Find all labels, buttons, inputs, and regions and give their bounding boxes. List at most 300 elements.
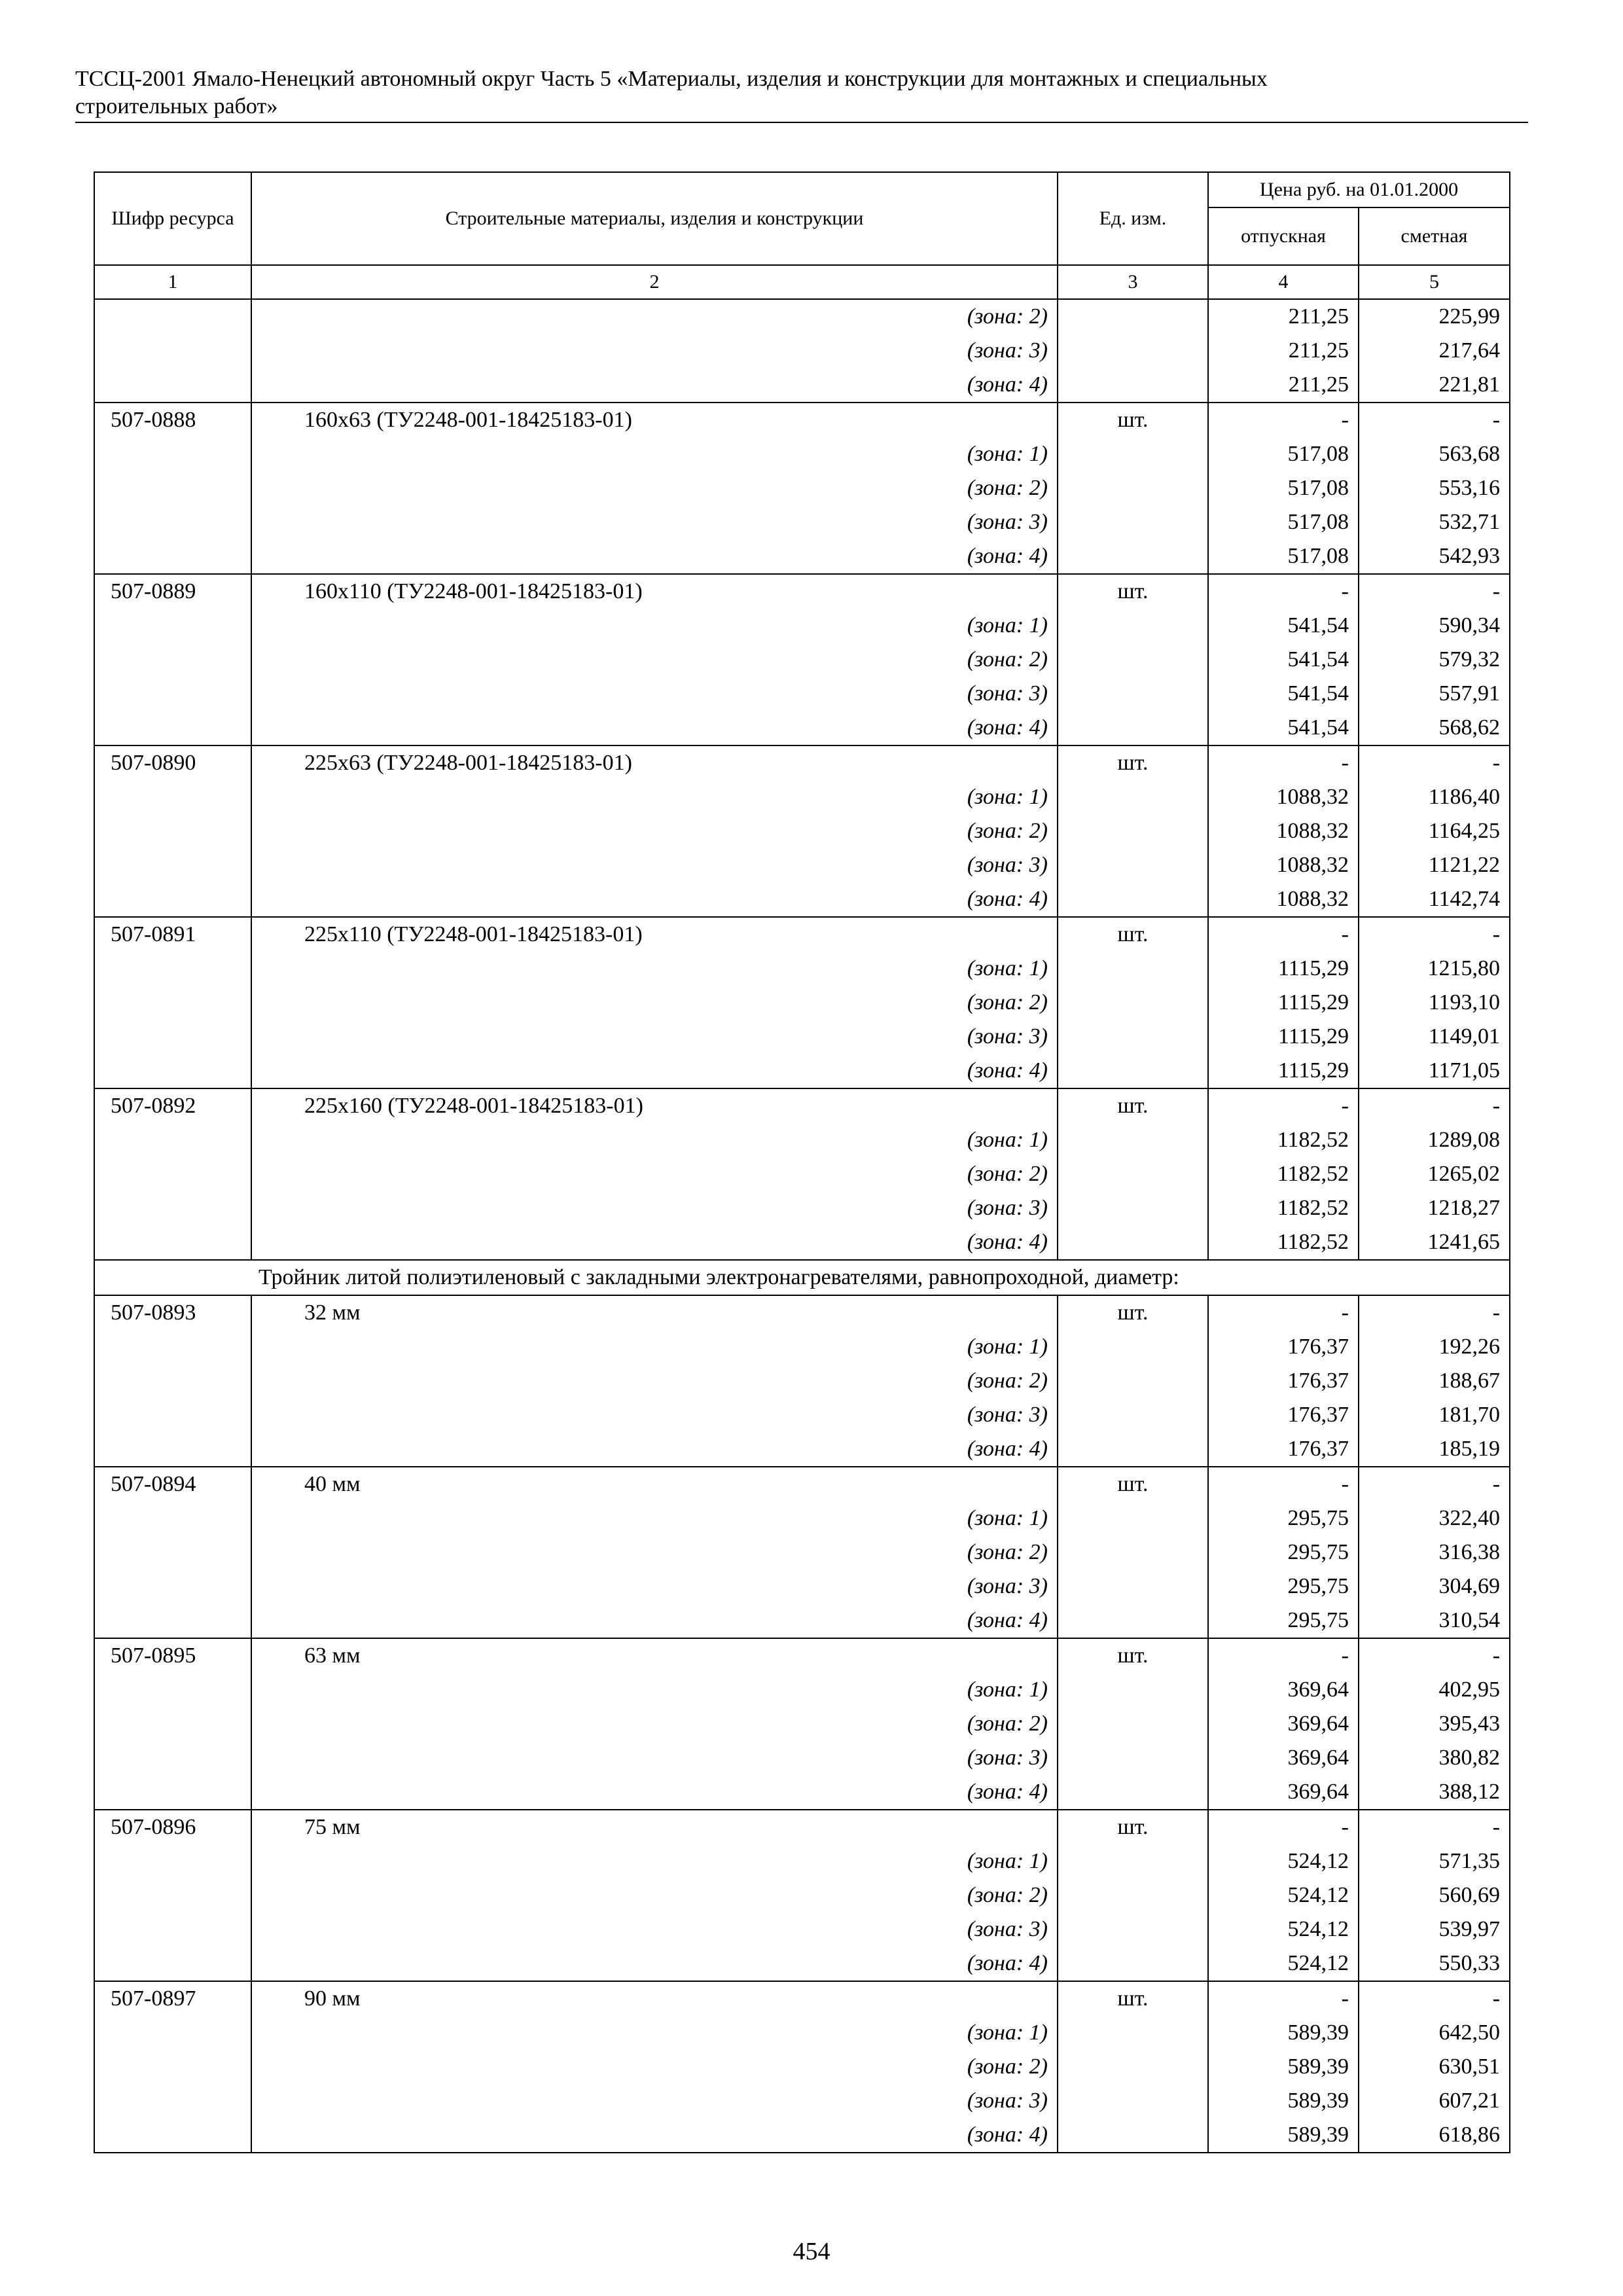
resource-name: 160х63 (ТУ2248-001-18425183-01)	[251, 403, 1058, 437]
estimate-price: -	[1359, 1810, 1510, 1844]
table-header	[94, 172, 1510, 299]
release-price: -	[1208, 917, 1359, 952]
resource-code-cell	[94, 1191, 251, 1225]
zone-row	[94, 1878, 1510, 1912]
zone-label: (зона: 1)	[251, 1844, 1058, 1878]
unit-cell	[1058, 677, 1208, 711]
zone-row	[94, 1123, 1510, 1157]
release-price: 541,54	[1208, 711, 1359, 745]
unit-cell	[1058, 505, 1208, 539]
estimate-price: 542,93	[1359, 539, 1510, 574]
zone-row	[94, 1570, 1510, 1604]
resource-code: 507-0895	[94, 1638, 251, 1673]
resource-code: 507-0893	[94, 1295, 251, 1330]
estimate-price: -	[1359, 574, 1510, 609]
estimate-price: 571,35	[1359, 1844, 1510, 1878]
unit-cell	[1058, 1501, 1208, 1535]
release-price: 295,75	[1208, 1501, 1359, 1535]
header-price-estimate: сметная	[1359, 207, 1510, 265]
column-number: 5	[1359, 265, 1510, 299]
estimate-price: 607,21	[1359, 2084, 1510, 2118]
zone-label: (зона: 1)	[251, 2016, 1058, 2050]
zone-label: (зона: 4)	[251, 1604, 1058, 1638]
zone-row	[94, 1330, 1510, 1364]
estimate-price: -	[1359, 917, 1510, 952]
zone-label: (зона: 4)	[251, 882, 1058, 917]
resource-unit: шт.	[1058, 1810, 1208, 1844]
zone-label: (зона: 4)	[251, 711, 1058, 745]
release-price: -	[1208, 1981, 1359, 2016]
estimate-price: 1171,05	[1359, 1054, 1510, 1088]
zone-row	[94, 1432, 1510, 1467]
zone-row	[94, 1673, 1510, 1707]
resource-code-cell	[94, 711, 251, 745]
release-price: -	[1208, 1467, 1359, 1501]
estimate-price: -	[1359, 1088, 1510, 1123]
unit-cell	[1058, 848, 1208, 882]
zone-row	[94, 609, 1510, 643]
resource-row	[94, 1810, 1510, 1844]
resource-code-cell	[94, 2016, 251, 2050]
zone-row	[94, 471, 1510, 505]
release-price: 295,75	[1208, 1535, 1359, 1570]
zone-label: (зона: 2)	[251, 986, 1058, 1020]
release-price: 524,12	[1208, 1946, 1359, 1981]
header-line-2: строительных работ»	[75, 94, 278, 118]
resource-code: 507-0888	[94, 403, 251, 437]
resource-code-cell	[94, 814, 251, 848]
unit-cell	[1058, 1157, 1208, 1191]
unit-cell	[1058, 1878, 1208, 1912]
unit-cell	[1058, 1775, 1208, 1810]
zone-label: (зона: 4)	[251, 2118, 1058, 2153]
zone-row	[94, 643, 1510, 677]
zone-label: (зона: 4)	[251, 1225, 1058, 1260]
resource-code-cell	[94, 1946, 251, 1981]
zone-label: (зона: 2)	[251, 643, 1058, 677]
release-price: -	[1208, 574, 1359, 609]
estimate-price: 553,16	[1359, 471, 1510, 505]
unit-cell	[1058, 1432, 1208, 1467]
zone-label: (зона: 2)	[251, 1364, 1058, 1398]
zone-label: (зона: 4)	[251, 1775, 1058, 1810]
unit-cell	[1058, 1330, 1208, 1364]
estimate-price: 1241,65	[1359, 1225, 1510, 1260]
resource-code-cell	[94, 1535, 251, 1570]
estimate-price: 225,99	[1359, 299, 1510, 334]
resource-code-cell	[94, 1432, 251, 1467]
resource-unit: шт.	[1058, 1981, 1208, 2016]
resource-row	[94, 745, 1510, 780]
unit-cell	[1058, 1570, 1208, 1604]
resource-code-cell	[94, 1020, 251, 1054]
zone-row	[94, 1191, 1510, 1225]
resource-code-cell	[94, 505, 251, 539]
unit-cell	[1058, 1054, 1208, 1088]
zone-row	[94, 814, 1510, 848]
unit-cell	[1058, 1912, 1208, 1946]
release-price: 1115,29	[1208, 1020, 1359, 1054]
release-price: 517,08	[1208, 437, 1359, 471]
resource-code-cell	[94, 1741, 251, 1775]
zone-label: (зона: 3)	[251, 1191, 1058, 1225]
estimate-price: 1218,27	[1359, 1191, 1510, 1225]
release-price: 369,64	[1208, 1673, 1359, 1707]
release-price: 1115,29	[1208, 1054, 1359, 1088]
estimate-price: 550,33	[1359, 1946, 1510, 1981]
resource-name: 160х110 (ТУ2248-001-18425183-01)	[251, 574, 1058, 609]
release-price: 589,39	[1208, 2016, 1359, 2050]
release-price: 517,08	[1208, 471, 1359, 505]
release-price: 295,75	[1208, 1604, 1359, 1638]
estimate-price: 1289,08	[1359, 1123, 1510, 1157]
zone-row	[94, 1157, 1510, 1191]
resource-row	[94, 1295, 1510, 1330]
resource-code-cell	[94, 1604, 251, 1638]
resource-code-cell	[94, 1501, 251, 1535]
zone-label: (зона: 1)	[251, 1123, 1058, 1157]
zone-label: (зона: 1)	[251, 780, 1058, 814]
resource-row	[94, 574, 1510, 609]
unit-cell	[1058, 1946, 1208, 1981]
resource-code-cell	[94, 643, 251, 677]
estimate-price: 1164,25	[1359, 814, 1510, 848]
release-price: 589,39	[1208, 2050, 1359, 2084]
zone-row	[94, 1775, 1510, 1810]
release-price: -	[1208, 403, 1359, 437]
resource-name: 32 мм	[251, 1295, 1058, 1330]
release-price: 1088,32	[1208, 780, 1359, 814]
zone-row	[94, 1501, 1510, 1535]
zone-label: (зона: 3)	[251, 1398, 1058, 1432]
resource-unit: шт.	[1058, 1638, 1208, 1673]
resource-code-cell	[94, 334, 251, 368]
estimate-price: 1265,02	[1359, 1157, 1510, 1191]
estimate-price: 557,91	[1359, 677, 1510, 711]
unit-cell	[1058, 1604, 1208, 1638]
release-price: 369,64	[1208, 1741, 1359, 1775]
zone-label: (зона: 4)	[251, 1432, 1058, 1467]
estimate-price: -	[1359, 403, 1510, 437]
estimate-price: 1186,40	[1359, 780, 1510, 814]
resource-unit: шт.	[1058, 403, 1208, 437]
unit-cell	[1058, 1535, 1208, 1570]
resource-code-cell	[94, 882, 251, 917]
unit-cell	[1058, 952, 1208, 986]
resource-code-cell	[94, 2084, 251, 2118]
estimate-price: 1149,01	[1359, 1020, 1510, 1054]
estimate-price: 402,95	[1359, 1673, 1510, 1707]
estimate-price: 618,86	[1359, 2118, 1510, 2153]
unit-cell	[1058, 1364, 1208, 1398]
zone-row	[94, 848, 1510, 882]
zone-row	[94, 882, 1510, 917]
release-price: 541,54	[1208, 609, 1359, 643]
column-number: 3	[1058, 265, 1208, 299]
release-price: 1088,32	[1208, 848, 1359, 882]
resource-code-cell	[94, 437, 251, 471]
zone-label: (зона: 1)	[251, 1673, 1058, 1707]
zone-row	[94, 1946, 1510, 1981]
release-price: 176,37	[1208, 1432, 1359, 1467]
zone-row	[94, 711, 1510, 745]
release-price: 1182,52	[1208, 1191, 1359, 1225]
release-price: 176,37	[1208, 1398, 1359, 1432]
unit-cell	[1058, 539, 1208, 574]
zone-label: (зона: 3)	[251, 1020, 1058, 1054]
header-divider	[75, 122, 1528, 123]
release-price: 541,54	[1208, 677, 1359, 711]
unit-cell	[1058, 1225, 1208, 1260]
estimate-price: 380,82	[1359, 1741, 1510, 1775]
zone-row	[94, 1020, 1510, 1054]
release-price: 176,37	[1208, 1330, 1359, 1364]
release-price: 211,25	[1208, 368, 1359, 403]
zone-label: (зона: 3)	[251, 1741, 1058, 1775]
estimate-price: 322,40	[1359, 1501, 1510, 1535]
estimate-price: 217,64	[1359, 334, 1510, 368]
resource-row	[94, 1981, 1510, 2016]
zone-row	[94, 2016, 1510, 2050]
unit-cell	[1058, 2050, 1208, 2084]
release-price: 211,25	[1208, 334, 1359, 368]
estimate-price: 192,26	[1359, 1330, 1510, 1364]
zone-label: (зона: 4)	[251, 368, 1058, 403]
unit-cell	[1058, 334, 1208, 368]
zone-row	[94, 780, 1510, 814]
zone-label: (зона: 4)	[251, 539, 1058, 574]
header-unit: Ед. изм.	[1058, 172, 1208, 265]
zone-label: (зона: 1)	[251, 609, 1058, 643]
unit-cell	[1058, 1123, 1208, 1157]
resource-code-cell	[94, 1844, 251, 1878]
resource-code: 507-0896	[94, 1810, 251, 1844]
resource-code-cell	[94, 1878, 251, 1912]
zone-row	[94, 334, 1510, 368]
zone-label: (зона: 3)	[251, 677, 1058, 711]
resource-code-cell	[94, 1570, 251, 1604]
resource-code-cell	[94, 1398, 251, 1432]
zone-label: (зона: 3)	[251, 505, 1058, 539]
resource-unit: шт.	[1058, 574, 1208, 609]
release-price: -	[1208, 1088, 1359, 1123]
zone-row	[94, 505, 1510, 539]
release-price: 524,12	[1208, 1844, 1359, 1878]
zone-row	[94, 952, 1510, 986]
section-title: Тройник литой полиэтиленовый с закладными электронагревателями, равнопроходной, диаметр:	[94, 1260, 1510, 1295]
zone-label: (зона: 2)	[251, 1878, 1058, 1912]
zone-row	[94, 1912, 1510, 1946]
resource-code: 507-0894	[94, 1467, 251, 1501]
estimate-price: 316,38	[1359, 1535, 1510, 1570]
estimate-price: 563,68	[1359, 437, 1510, 471]
resource-code-cell	[94, 539, 251, 574]
resource-code-cell	[94, 848, 251, 882]
resource-code-cell	[94, 2118, 251, 2153]
zone-label: (зона: 1)	[251, 437, 1058, 471]
zone-row	[94, 1535, 1510, 1570]
zone-row	[94, 1741, 1510, 1775]
estimate-price: -	[1359, 1981, 1510, 2016]
zone-label: (зона: 4)	[251, 1054, 1058, 1088]
resource-code-cell	[94, 609, 251, 643]
zone-label: (зона: 3)	[251, 2084, 1058, 2118]
zone-row	[94, 2084, 1510, 2118]
zone-label: (зона: 3)	[251, 1570, 1058, 1604]
unit-cell	[1058, 882, 1208, 917]
release-price: 1182,52	[1208, 1123, 1359, 1157]
zone-label: (зона: 4)	[251, 1946, 1058, 1981]
zone-label: (зона: 3)	[251, 334, 1058, 368]
resource-name: 90 мм	[251, 1981, 1058, 2016]
zone-label: (зона: 3)	[251, 848, 1058, 882]
resource-row	[94, 1638, 1510, 1673]
release-price: 1115,29	[1208, 952, 1359, 986]
resource-code-cell	[94, 1673, 251, 1707]
resource-code: 507-0890	[94, 745, 251, 780]
page-number: 454	[793, 2238, 830, 2265]
header-code: Шифр ресурса	[94, 172, 251, 265]
zone-label: (зона: 3)	[251, 1912, 1058, 1946]
release-price: 524,12	[1208, 1878, 1359, 1912]
release-price: 589,39	[1208, 2084, 1359, 2118]
estimate-price: -	[1359, 745, 1510, 780]
estimate-price: 642,50	[1359, 2016, 1510, 2050]
estimate-price: 1193,10	[1359, 986, 1510, 1020]
zone-row	[94, 368, 1510, 403]
column-number: 2	[251, 265, 1058, 299]
release-price: 176,37	[1208, 1364, 1359, 1398]
release-price: 369,64	[1208, 1707, 1359, 1741]
unit-cell	[1058, 368, 1208, 403]
unit-cell	[1058, 437, 1208, 471]
estimate-price: 388,12	[1359, 1775, 1510, 1810]
unit-cell	[1058, 814, 1208, 848]
estimate-price: 1121,22	[1359, 848, 1510, 882]
estimate-price: 579,32	[1359, 643, 1510, 677]
resource-code-cell	[94, 1330, 251, 1364]
resource-row	[94, 1088, 1510, 1123]
unit-cell	[1058, 2084, 1208, 2118]
resource-code-cell	[94, 780, 251, 814]
release-price: 1182,52	[1208, 1225, 1359, 1260]
unit-cell	[1058, 1673, 1208, 1707]
release-price: 1182,52	[1208, 1157, 1359, 1191]
estimate-price: 560,69	[1359, 1878, 1510, 1912]
zone-row	[94, 2050, 1510, 2084]
estimate-price: 188,67	[1359, 1364, 1510, 1398]
release-price: 517,08	[1208, 539, 1359, 574]
unit-cell	[1058, 1707, 1208, 1741]
resource-code-cell	[94, 471, 251, 505]
resource-code-cell	[94, 1707, 251, 1741]
zone-row	[94, 1398, 1510, 1432]
resource-row	[94, 403, 1510, 437]
unit-cell	[1058, 780, 1208, 814]
resource-unit: шт.	[1058, 1295, 1208, 1330]
zone-label: (зона: 2)	[251, 814, 1058, 848]
resource-name: 225х160 (ТУ2248-001-18425183-01)	[251, 1088, 1058, 1123]
release-price: 541,54	[1208, 643, 1359, 677]
resource-code: 507-0891	[94, 917, 251, 952]
resource-code-cell	[94, 1157, 251, 1191]
release-price: -	[1208, 1810, 1359, 1844]
zone-row	[94, 1707, 1510, 1741]
unit-cell	[1058, 643, 1208, 677]
release-price: 211,25	[1208, 299, 1359, 334]
table-body	[94, 299, 1510, 2153]
zone-row	[94, 1604, 1510, 1638]
resource-code: 507-0892	[94, 1088, 251, 1123]
estimate-price: 1142,74	[1359, 882, 1510, 917]
zone-label: (зона: 2)	[251, 1707, 1058, 1741]
header-price-group: Цена руб. на 01.01.2000	[1208, 172, 1510, 207]
page-header	[75, 65, 1522, 120]
estimate-price: 310,54	[1359, 1604, 1510, 1638]
header-price-release: отпускная	[1208, 207, 1359, 265]
release-price: 1115,29	[1208, 986, 1359, 1020]
estimate-price: 221,81	[1359, 368, 1510, 403]
resource-name: 225х110 (ТУ2248-001-18425183-01)	[251, 917, 1058, 952]
resource-code-cell	[94, 677, 251, 711]
resource-code: 507-0897	[94, 1981, 251, 2016]
header-line-1: ТССЦ-2001 Ямало-Ненецкий автономный округ Часть 5 «Материалы, изделия и конструкции для монтажных и специальных	[75, 67, 1268, 91]
zone-label: (зона: 1)	[251, 1330, 1058, 1364]
resource-code-cell	[94, 2050, 251, 2084]
unit-cell	[1058, 1398, 1208, 1432]
unit-cell	[1058, 1844, 1208, 1878]
column-number: 4	[1208, 265, 1359, 299]
price-table-container	[94, 171, 1509, 2153]
unit-cell	[1058, 1191, 1208, 1225]
unit-cell	[1058, 299, 1208, 334]
release-price: 524,12	[1208, 1912, 1359, 1946]
resource-code-cell	[94, 299, 251, 334]
estimate-price: 185,19	[1359, 1432, 1510, 1467]
resource-unit: шт.	[1058, 1088, 1208, 1123]
resource-name: 75 мм	[251, 1810, 1058, 1844]
unit-cell	[1058, 1741, 1208, 1775]
release-price: 1088,32	[1208, 882, 1359, 917]
resource-code-cell	[94, 1225, 251, 1260]
zone-row	[94, 1054, 1510, 1088]
zone-row	[94, 986, 1510, 1020]
estimate-price: 304,69	[1359, 1570, 1510, 1604]
estimate-price: 1215,80	[1359, 952, 1510, 986]
estimate-price: 568,62	[1359, 711, 1510, 745]
resource-name: 63 мм	[251, 1638, 1058, 1673]
resource-code-cell	[94, 1364, 251, 1398]
zone-row	[94, 1364, 1510, 1398]
estimate-price: 181,70	[1359, 1398, 1510, 1432]
resource-code-cell	[94, 952, 251, 986]
unit-cell	[1058, 2016, 1208, 2050]
price-table	[94, 171, 1510, 2153]
release-price: 589,39	[1208, 2118, 1359, 2153]
unit-cell	[1058, 2118, 1208, 2153]
release-price: 517,08	[1208, 505, 1359, 539]
zone-row	[94, 1844, 1510, 1878]
zone-label: (зона: 1)	[251, 1501, 1058, 1535]
resource-code-cell	[94, 1775, 251, 1810]
unit-cell	[1058, 471, 1208, 505]
resource-row	[94, 917, 1510, 952]
zone-row	[94, 1225, 1510, 1260]
zone-row	[94, 299, 1510, 334]
zone-label: (зона: 2)	[251, 1535, 1058, 1570]
resource-code-cell	[94, 1054, 251, 1088]
resource-code-cell	[94, 1123, 251, 1157]
